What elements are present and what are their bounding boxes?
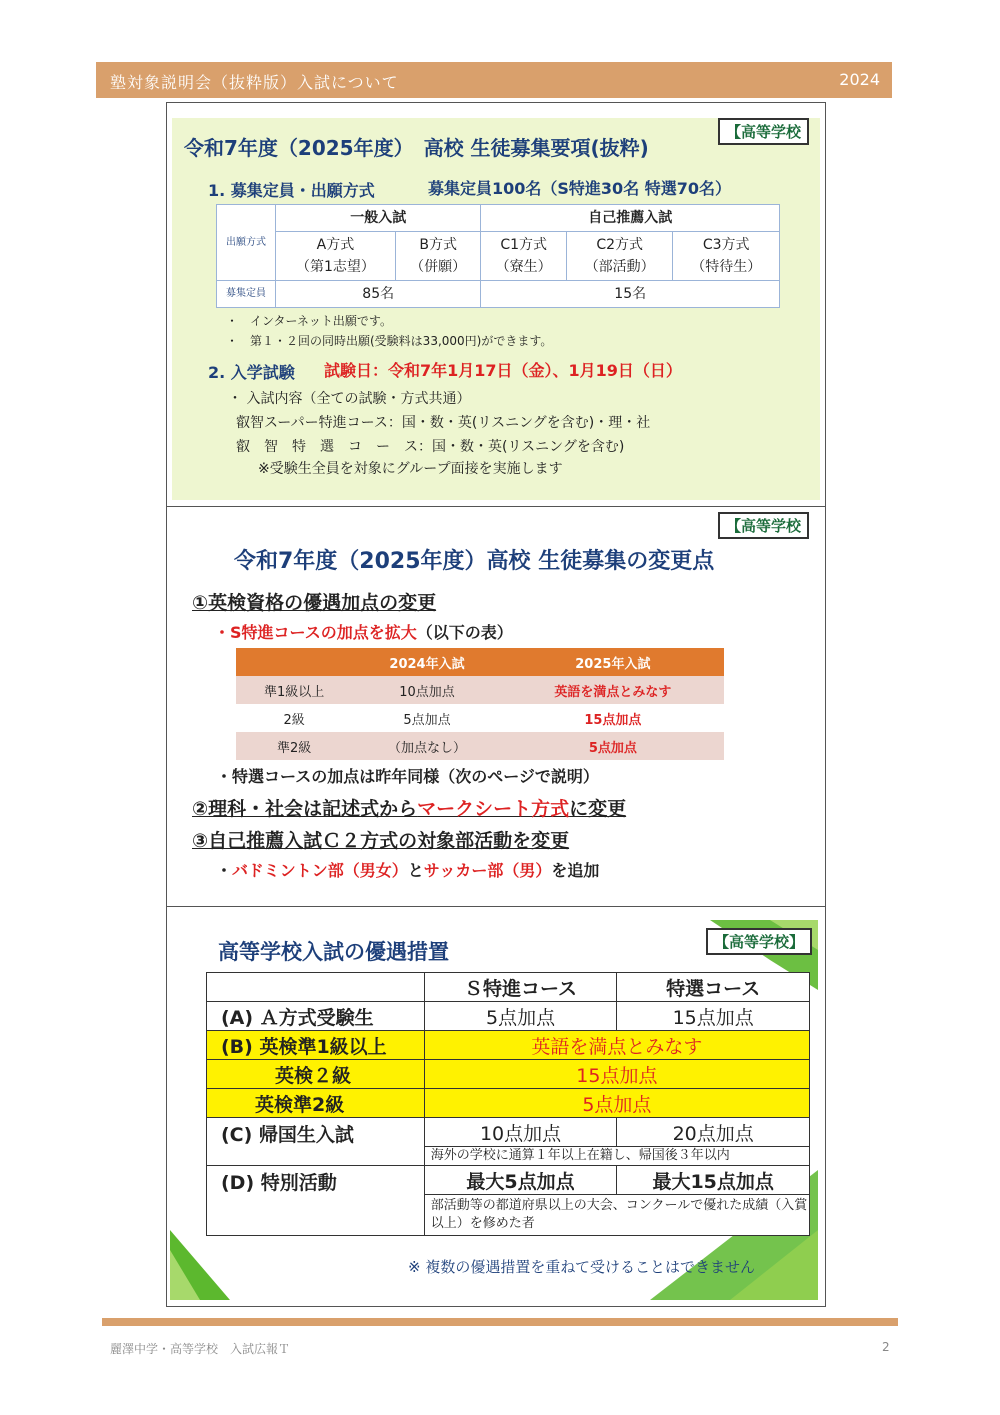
section-divider — [166, 906, 826, 907]
change-item-1-sub: ・S特進コースの加点を拡大（以下の表） — [214, 623, 513, 642]
change-item-3-sub: ・バドミントン部（男女）とサッカー部（男）を追加 — [216, 861, 600, 880]
table-header: 2025年入試 — [502, 648, 724, 676]
section1-heading-capacity: 1. 募集定員・出願方式 — [208, 181, 375, 200]
table-row: (C) 帰国生入試 10点加点 20点加点 — [207, 1118, 810, 1147]
method-c2: C2方式 （部活動） — [566, 232, 673, 281]
header-title: 塾対象説明会（抜粋版）入試について — [110, 73, 399, 92]
exam-content-heading: ・ 入試内容（全ての試験・方式共通） — [228, 391, 471, 407]
table-row-label: 出願方式 — [217, 205, 276, 281]
school-tag: 【高等学校 — [718, 118, 809, 145]
section1-capacity-total: 募集定員100名（S特進30名 特選70名） — [428, 179, 732, 198]
header-bar — [96, 62, 892, 98]
table-row-note: 部活動等の都道府県以上の大会、コンクールで優れた成績（入賞以上）を修めた者 — [207, 1195, 810, 1236]
section2-title: 令和7年度（2025年度）高校 生徒募集の変更点 — [234, 549, 715, 574]
table-row-label: 募集定員 — [217, 281, 276, 308]
table-row: 準2級 （加点なし） 5点加点 — [236, 732, 724, 760]
school-tag: 【高等学校】 — [706, 928, 812, 955]
change-item-2: ②理科・社会は記述式からマークシート方式に変更 — [192, 798, 627, 820]
select-course-note: ・特選コースの加点は昨年同様（次のページで説明） — [216, 767, 599, 786]
exam-dates: 試験日：令和7年1月17日（金）、1月19日（日） — [324, 361, 682, 380]
preferential-table — [206, 972, 810, 1236]
table-row: 2級 5点加点 15点加点 — [283, 712, 642, 728]
section-admission-guidelines — [172, 118, 820, 500]
page-number: 2 — [882, 1340, 890, 1354]
footer-text: 麗澤中学・高等学校 入試広報Ｔ — [110, 1342, 291, 1356]
table-row: (D) 特別活動 最大5点加点 最大15点加点 — [207, 1166, 810, 1195]
note-simultaneous: ・ 第１・２回の同時出願(受験料は33,000円)ができます。 — [226, 334, 553, 348]
preferential-footnote: ※ 複数の優遇措置を重ねて受けることはできません — [408, 1258, 755, 1276]
table-header — [236, 648, 352, 676]
change-item-1: ①英検資格の優遇加点の変更 — [192, 592, 437, 614]
exam-super-course: 叡智スーパー特進コース：国・数・英(リスニングを含む)・理・社 — [236, 415, 651, 431]
table-row: 準1級以上 10点加点 英語を満点とみなす — [236, 676, 724, 704]
method-b: B方式 （併願） — [395, 232, 481, 281]
capacity-general: 85名 — [276, 281, 481, 308]
section1-title: 令和7年度（2025年度） 高校 生徒募集要項(抜粋) — [184, 136, 649, 160]
school-tag: 【高等学校 — [718, 512, 809, 539]
table-row: 英検準2級 5点加点 — [207, 1089, 810, 1118]
section1-heading-exam: 2. 入学試験 — [208, 363, 295, 382]
table-header: 2024年入試 — [352, 648, 501, 676]
capacity-table — [216, 204, 780, 308]
section-divider — [166, 506, 826, 507]
table-row: 英検２級 15点加点 — [207, 1060, 810, 1089]
change-item-3: ③自己推薦入試Ｃ２方式の対象部活動を変更 — [192, 830, 570, 852]
table-row-note: 海外の学校に通算１年以上在籍し、帰国後３年以内 — [207, 1147, 810, 1166]
capacity-self: 15名 — [481, 281, 780, 308]
exam-select-course: 叡 智 特 選 コ ー ス：国・数・英(リスニングを含む) — [236, 439, 625, 455]
col-s-course: Ｓ特進コース — [424, 973, 617, 1002]
header-year: 2024 — [839, 70, 880, 89]
table-header-general: 一般入試 — [276, 205, 481, 232]
method-a: A方式 （第1志望） — [276, 232, 396, 281]
section3-title: 高等学校入試の優遇措置 — [218, 940, 449, 964]
exam-interview-note: ※受験生全員を対象にグループ面接を実施します — [258, 461, 563, 477]
method-c1: C1方式 （寮生） — [481, 232, 567, 281]
col-select-course: 特選コース — [617, 973, 810, 1002]
method-c3: C3方式 （特待生） — [673, 232, 780, 281]
table-row: (A) Ａ方式受験生 5点加点 15点加点 — [207, 1002, 810, 1031]
table-row: (B) 英検準1級以上 英語を満点とみなす — [207, 1031, 810, 1060]
eiken-change-table — [236, 648, 724, 760]
note-internet: ・ インターネット出願です。 — [226, 314, 392, 328]
table-header-self: 自己推薦入試 — [481, 205, 780, 232]
footer-bar — [102, 1318, 898, 1326]
